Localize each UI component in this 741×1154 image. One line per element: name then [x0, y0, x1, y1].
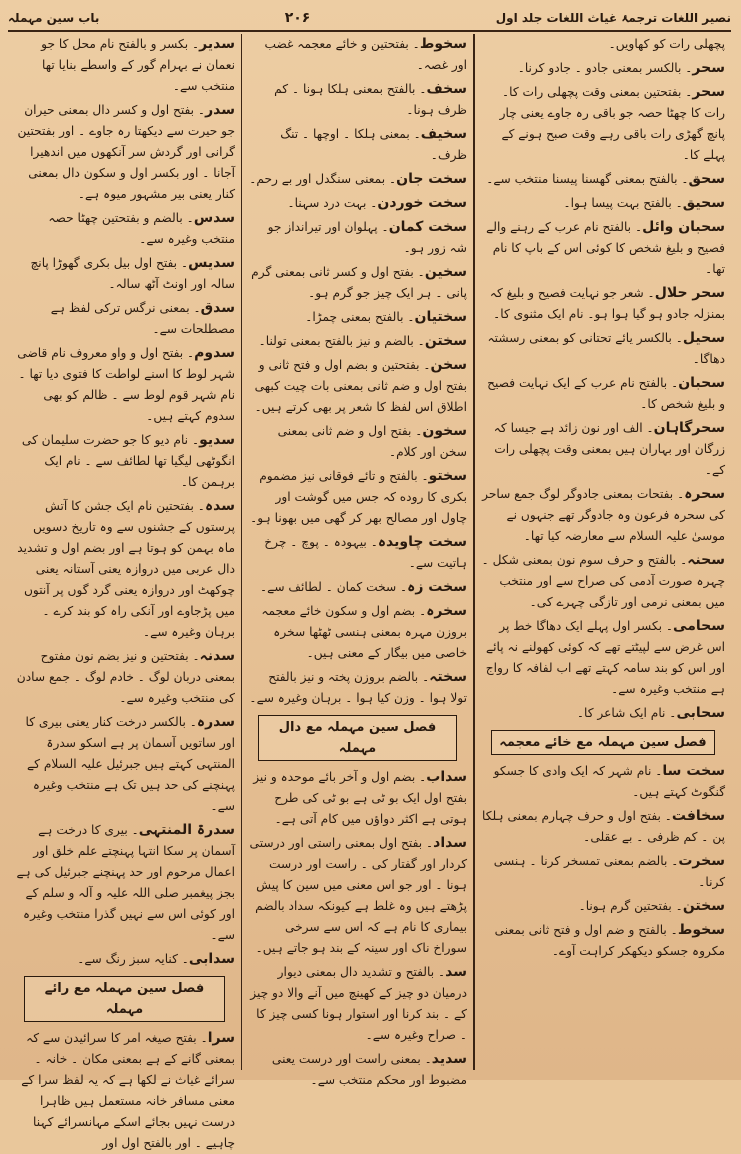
dictionary-entry [481, 373, 725, 415]
entry-definition: ۔ بمعنی راست اور درست یعنی مضبوط اور محکم منتخب سے۔ [271, 1052, 467, 1087]
entry-headword: سدیر [199, 36, 235, 52]
entry-headword: سختو [428, 468, 467, 484]
entry-definition: ۔ بالفتح بہت پیسا ہوا۔ [563, 196, 683, 210]
dictionary-entry [248, 601, 467, 664]
entry-definition: ۔ بالضم بروزن پختہ و نیز بالفتح تولا ہوا ۔ وزن کیا ہوا ۔ برہان وغیرہ سے۔ [249, 670, 467, 705]
entry-definition: ۔ سخت کمان ۔ لطائف سے۔ [260, 580, 408, 594]
entry-list [481, 34, 725, 724]
entry-headword: سدابی [188, 951, 235, 967]
entry-headword: سد [445, 964, 467, 980]
entry-definition: ۔ بمعنی ہلکا ۔ اوچھا ۔ تنگ ظرف۔ [280, 127, 467, 162]
dictionary-entry [14, 34, 235, 97]
right-column [474, 34, 731, 1070]
entry-definition: ۔ کنایہ سبز رنگ سے۔ [77, 952, 189, 966]
dictionary-entry [248, 355, 467, 418]
dictionary-entry [481, 82, 725, 166]
entry-definition: ۔ بالکسر بمعنی جادو ۔ جادو کرنا۔ [517, 61, 693, 75]
entry-definition: ۔ بالفتح و حرف سوم نون بمعنی شکل ۔ چہرہ صورت آدمی کی صراح سے اور منتخب میں بمعنی نرمی اور تازگی چہرے کی۔ [481, 553, 725, 609]
dictionary-entry [481, 616, 725, 700]
entry-definition: ۔ بفتحتین گرم ہونا۔ [578, 899, 683, 913]
entry-headword: سدیو [199, 432, 235, 448]
entry-definition: ۔ بیری کا درخت ہے آسمان پر سکا انتہا پہنچتے علم خلق اور اعمال مرحوم اور حد پہنچنے جبرئیل کی ہے بجز پیغمبر صلی اللہ علیہ و آلہ و سلم کے اور کوئی اس سے نہیں گذرا منتخب وغیرہ سے۔ [16, 823, 235, 942]
dictionary-entry [14, 496, 235, 643]
entry-headword: سحیل [682, 330, 725, 346]
entry-definition: ۔ بفتح اول و کسر دال بمعنی حیران جو حیرت سے دیکھتا رہ جاوے ۔ اور بفتحتین گرانی اور گردش سر آنکھوں میں اندھیرا آجانا ۔ اور بکسر اول و سکون دال بمعنی کنار یعنی بیر مشہور میوہ ہے۔ [17, 103, 235, 201]
entry-headword: سدوم [194, 345, 235, 361]
entry-headword: سحرہ [684, 486, 725, 502]
entry-headword: سدس [193, 210, 235, 226]
entry-definition: ۔ پہلوان اور تیرانداز جو شہ زور ہو۔ [267, 220, 467, 255]
dictionary-entry [248, 962, 467, 1046]
dictionary-entry [248, 1049, 467, 1091]
entry-headword: سخت سا [662, 763, 725, 779]
dictionary-entry [248, 124, 467, 166]
entry-definition: ۔ نام شہر کہ ایک وادی کا جسکو گنگوٹ کہتے ہیں۔ [493, 764, 725, 799]
entry-headword: سخین [424, 264, 467, 280]
entry-definition: ۔ بفتحتین بمعنی وقت پچھلی رات کا۔ رات کا چھٹا حصہ جو باقی رہ جاوے یعنی چار پانچ گھڑی رات باقی رہے وقت صبح ہونے کے پہلے کا۔ [499, 85, 725, 162]
entry-headword: سحبان [678, 375, 725, 391]
dictionary-entry [481, 761, 725, 803]
dictionary-entry [248, 466, 467, 529]
book-title: نصیر اللغات ترجمۂ غیاث اللغات جلد اول [495, 11, 731, 25]
entry-headword: سداد [433, 835, 467, 851]
dictionary-entry [248, 767, 467, 830]
entry-headword: سحرگاہان [653, 420, 725, 436]
entry-headword: سخرہ [426, 603, 467, 619]
dictionary-entry [248, 79, 467, 121]
entry-headword: سخت چاویدہ [377, 534, 467, 550]
entry-headword: سحبان وائل [642, 219, 725, 235]
dictionary-entry [481, 283, 725, 325]
dictionary-entry [248, 34, 467, 76]
entry-definition: ۔ بالضم و بفتحتین چھٹا حصہ منتخب وغیرہ سے۔ [48, 211, 235, 246]
entry-definition: ۔ بضم اول و سکون خائے معجمہ بروزن مہرہ بمعنی ہنسی ٹھٹھا سخرہ خاصی میں بیگار کے معنی ہیں۔ [261, 604, 467, 660]
entry-headword: سدرہ [196, 714, 235, 730]
entry-definition: ۔ بمعنی سنگدل اور بے رحم۔ [249, 172, 397, 186]
dictionary-entry [14, 100, 235, 205]
entry-definition: ۔ بفتح اول و حرف چہارم بمعنی ہلکا پن ۔ کم ظرفی ۔ بے عقلی۔ [482, 809, 725, 844]
dictionary-entry [14, 343, 235, 427]
entry-headword: سخت جان [396, 171, 467, 187]
dictionary-entry [481, 920, 725, 962]
section-heading: فصل سین مہملہ مع دال مہملہ [258, 715, 457, 761]
entry-headword: سخرت [678, 853, 725, 869]
dictionary-entry [481, 418, 725, 481]
entry-headword: سدر [205, 102, 235, 118]
dictionary-entry [481, 896, 725, 917]
entry-headword: سحر [692, 84, 725, 100]
entry-definition: ۔ بالضم و نیز بالفتح بمعنی تولنا۔ [258, 334, 425, 348]
chapter-title: باب سین مہملہ [8, 11, 100, 25]
entry-definition: ۔ نام دیو کا جو حضرت سلیمان کی انگوٹھی لیگیا تھا لطائف سے ۔ نام ایک برہمن کا۔ [21, 433, 235, 489]
entry-definition: ۔ شعر جو نہایت فصیح و بلیغ کہ بمنزلہ جادو ہو گیا ہوا ہو۔ نام ایک مثنوی کا۔ [489, 286, 725, 321]
entry-definition: ۔ بفتح اول بیل بکری گھوڑا پانچ سالہ اور اونٹ آٹھ سالہ۔ [30, 256, 235, 291]
dictionary-entry [248, 217, 467, 259]
dictionary-entry [481, 851, 725, 893]
entry-definition: ۔ بفتح اول و ضم ثانی بمعنی سخن اور کلام۔ [277, 424, 467, 459]
dictionary-entry [14, 712, 235, 817]
dictionary-entry [481, 484, 725, 547]
entry-definition: ۔ بفتح اول بمعنی راستی اور درستی کردار اور گفتار کی ۔ راست اور درست ہونا ۔ اور جو اس معنی میں سین کا پیش پڑھتے ہیں وہ غلط ہے کیونکہ سداد بالضم بیماری کا نام ہے کہ اس سے سرخی سوراخ ناک اور سینہ کے بند ہو جاتے ہیں۔ [249, 836, 467, 955]
dictionary-entry [248, 331, 467, 352]
entry-definition: ۔ بفتحتین نام ایک جشن کا آتش پرستوں کے جشنوں سے وہ تاریخ دسویں ماہ بہمن کو ہوتا ہے اور بضم اول و تشدید دال عربی میں دروازہ یعنی آستانہ یعنی چوکھٹ اور دروازہ یعنی گرد گوں پر آنتوں میں پڑجاوے اور آنکی راہ کو بند کرے ۔ برہان وغیرہ سے۔ [17, 499, 235, 639]
entry-headword: سحر حلال [654, 285, 725, 301]
dictionary-entry [14, 208, 235, 250]
entry-definition: ۔ بالفتح بمعنی ہلکا ہونا ۔ کم ظرف ہونا۔ [274, 82, 467, 117]
entry-headword: سخت زہ [407, 579, 467, 595]
entry-definition: ۔ بفتحتین و بضم اول و فتح ثانی و بفتح اول و ضم ثانی بمعنی بات چیت کبھی اطلاق اس لفظ کا شعر پر بھی کرتے ہیں۔ [254, 358, 467, 414]
entry-headword: سخوط [677, 922, 725, 938]
entry-definition: ۔ بالفتح نام عرب کے رہنے والے فصیح و بلیغ شخص کا کوئی اس کے باپ کا نام تھا۔ [486, 220, 725, 276]
entry-headword: سحر [692, 60, 725, 76]
page-header [8, 6, 731, 32]
entry-headword: سختہ [429, 669, 467, 685]
dictionary-entry [248, 833, 467, 959]
dictionary-entry [248, 307, 467, 328]
entry-headword: سخف [426, 81, 467, 97]
entry-headword: سخن [430, 357, 467, 373]
entry-definition: ۔ بمعنی نرگس ترکی لفظ ہے مصطلحات سے۔ [50, 301, 235, 336]
entry-headword: سدیس [188, 255, 235, 271]
entry-definition: ۔ بفتحتین و خائے معجمہ غضب اور غصہ۔ [264, 37, 467, 72]
entry-definition: ۔ بضم اول و آخر بائے موحدہ و نیز بفتح اول ایک بو ٹی ہے بو ٹی کی طرح ہوتی ہے اکثر دواؤں میں کام آتی ہے۔ [253, 770, 467, 826]
entry-definition: پچھلی رات کو کھاویں۔ [608, 37, 725, 51]
dictionary-entry [481, 217, 725, 280]
entry-definition: ۔ بالفتح بمعنی گھسنا پیسنا منتخب سے۔ [486, 172, 689, 186]
dictionary-entry [14, 1028, 235, 1154]
entry-definition: ۔ بفتح صیغہ امر کا سرائیدن سے کہ بمعنی گانے کے ہے بمعنی مکان ۔ خانہ ۔ سرائے غیاث نے لکھا ہے کہ یہ لفظ سرا کے معنی مسافر خانہ مستعمل ہیں ظاہرا درست نہیں بجائے اسکے مہانسرائے کہنا چاہیے ۔ اور بالفتح اول اور [21, 1031, 235, 1150]
entry-list [14, 34, 235, 970]
entry-definition: ۔ بفتحتین و نیز بضم نون مفتوح بمعنی دربان لوگ ۔ خادم لوگ ۔ جمع سادن کی منتخب وغیرہ سے۔ [16, 649, 235, 705]
entry-definition: ۔ بالکسر یائے تحتانی کو بمعنی رسشتہ دھاگا۔ [487, 331, 725, 366]
entry-headword: سخافت [671, 808, 725, 824]
entry-definition: ۔ بفتحات بمعنی جادوگر لوگ جمع ساحر کی سحرہ فرعون وہ جادوگر تھے جنہوں نے موسیٰ علیہ السلام سے معارضہ کیا تھا۔ [482, 487, 725, 543]
entry-headword: سختن [682, 898, 725, 914]
entry-headword: سخیف [420, 126, 467, 142]
entry-definition: ۔ بالفتح و تائے فوقانی نیز مضموم بکری کا روده کہ جس میں گوشت اور چاول اور مصالح بھر کر گھی میں بھونا ہو۔ [250, 469, 467, 525]
entry-headword: سحق [688, 171, 725, 187]
entry-definition: ۔ بکسر اول پہلے ایک دھاگا خط پر اس غرض سے لپیٹتے تھے کہ کوئی کھولنے نہ پائے اور اس کو بند سامہ کہتے تھے اب لفافہ کا رواج ہے منتخب وغیرہ سے۔ [485, 619, 725, 696]
entry-headword: سدنہ [199, 648, 235, 664]
dictionary-entry [14, 820, 235, 946]
entry-list [248, 767, 467, 1091]
entry-headword: سخت کمان [388, 219, 467, 235]
dictionary-entry [481, 58, 725, 79]
entry-list [248, 34, 467, 709]
entry-definition: ۔ بفتح اول و کسر ثانی بمعنی گرم پانی ۔ ہر ایک چیز جو گرم ہو۔ [251, 265, 467, 300]
entry-definition: ۔ الف اور نون زائد ہے جیسا کہ زرگان اور بہاران ہیں بمعنی وقت پچھلی رات کے۔ [493, 421, 725, 477]
entry-headword: سحیق [682, 195, 725, 211]
entry-headword: سحابی [676, 705, 725, 721]
dictionary-entry [248, 667, 467, 709]
left-column [8, 34, 241, 1150]
entry-definition: ۔ بالکسر درخت کنار یعنی بیری کا اور ساتویں آسمان پر ہے اسکو سدرۃ المنتہی کہتے ہیں جبرئیل علیہ السلام کے پہنچنے کی حد ہیں تک ہے منتخب وغیرہ سے۔ [25, 715, 235, 813]
dictionary-entry [14, 298, 235, 340]
entry-list [481, 761, 725, 962]
middle-column [241, 34, 474, 1087]
dictionary-entry [481, 806, 725, 848]
dictionary-entry [248, 193, 467, 214]
dictionary-entry [481, 328, 725, 370]
dictionary-entry [14, 646, 235, 709]
entry-headword: سخون [422, 423, 467, 439]
dictionary-entry [248, 532, 467, 574]
dictionary-entry [14, 949, 235, 970]
entry-headword: سداب [426, 769, 467, 785]
entry-headword: سدید [431, 1051, 467, 1067]
entry-definition: ۔ بیہودہ ۔ پوچ ۔ چرخ ہاتیت سے۔ [264, 535, 467, 570]
entry-headword: سدرۃ المنتہی [138, 822, 235, 838]
entry-headword: سخت خوردن [377, 195, 467, 211]
entry-headword: سدہ [204, 498, 235, 514]
entry-definition: ۔ بکسر و بالفتح نام محل کا جو نعمان نے بہرام گور کے واسطے بنایا تھا منتخب سے۔ [41, 37, 235, 93]
entry-definition: ۔ بفتح اول و واو معروف نام قاضی شہر لوط کا اسنے لواطت کا فتوی دیا تھا ۔ نام شہر قوم لوط سے ۔ ظالم کو بھی سدوم کہتے ہیں۔ [17, 346, 235, 423]
dictionary-entry [481, 703, 725, 724]
entry-definition: ۔ بالفتح بمعنی چمڑا۔ [305, 310, 415, 324]
dictionary-entry [248, 421, 467, 463]
dictionary-entry [481, 34, 725, 55]
dictionary-entry [481, 193, 725, 214]
dictionary-entry [248, 577, 467, 598]
entry-headword: سختیان [414, 309, 467, 325]
entry-headword: سرا [207, 1030, 235, 1046]
entry-headword: سختن [424, 333, 467, 349]
dictionary-entry [481, 169, 725, 190]
section-heading: فصل سین مہملہ مع رائے مہملہ [24, 976, 225, 1022]
dictionary-entry [248, 169, 467, 190]
entry-definition: ۔ بہت درد سہنا۔ [287, 196, 378, 210]
dictionary-entry [248, 262, 467, 304]
dictionary-entry [481, 550, 725, 613]
entry-headword: سحامی [673, 618, 725, 634]
entry-headword: سحنہ [687, 552, 725, 568]
entry-definition: ۔ بالضم بمعنی تمسخر کرنا ۔ ہنسی کرنا۔ [493, 854, 725, 889]
entry-definition: ۔ بالفتح نام عرب کے ایک نہایت فصیح و بلیغ شخص کا۔ [487, 376, 725, 411]
entry-definition: ۔ نام ایک شاعر کا۔ [576, 706, 677, 720]
entry-headword: سخوط [419, 36, 467, 52]
section-heading: فصل سین مہملہ مع خائے معجمہ [491, 730, 715, 755]
entry-definition: ۔ بالفتح و تشدید دال بمعنی دیوار درمیان دو چیز کے کھینچ میں آنے والا دو چیز کے ۔ بند کرنا اور استوار ہونا کسی چیز کا ۔ صراح وغیرہ سے۔ [250, 965, 467, 1042]
entry-definition: ۔ بالفتح و ضم اول و فتح ثانی بمعنی مکروہ جسکو دیکھکر کراہت آوے۔ [494, 923, 725, 958]
dictionary-entry [14, 253, 235, 295]
entry-list [14, 1028, 235, 1154]
entry-headword: سدق [200, 300, 235, 316]
page-number: ۲۰۶ [284, 10, 311, 26]
columns [8, 34, 731, 1150]
dictionary-entry [14, 430, 235, 493]
